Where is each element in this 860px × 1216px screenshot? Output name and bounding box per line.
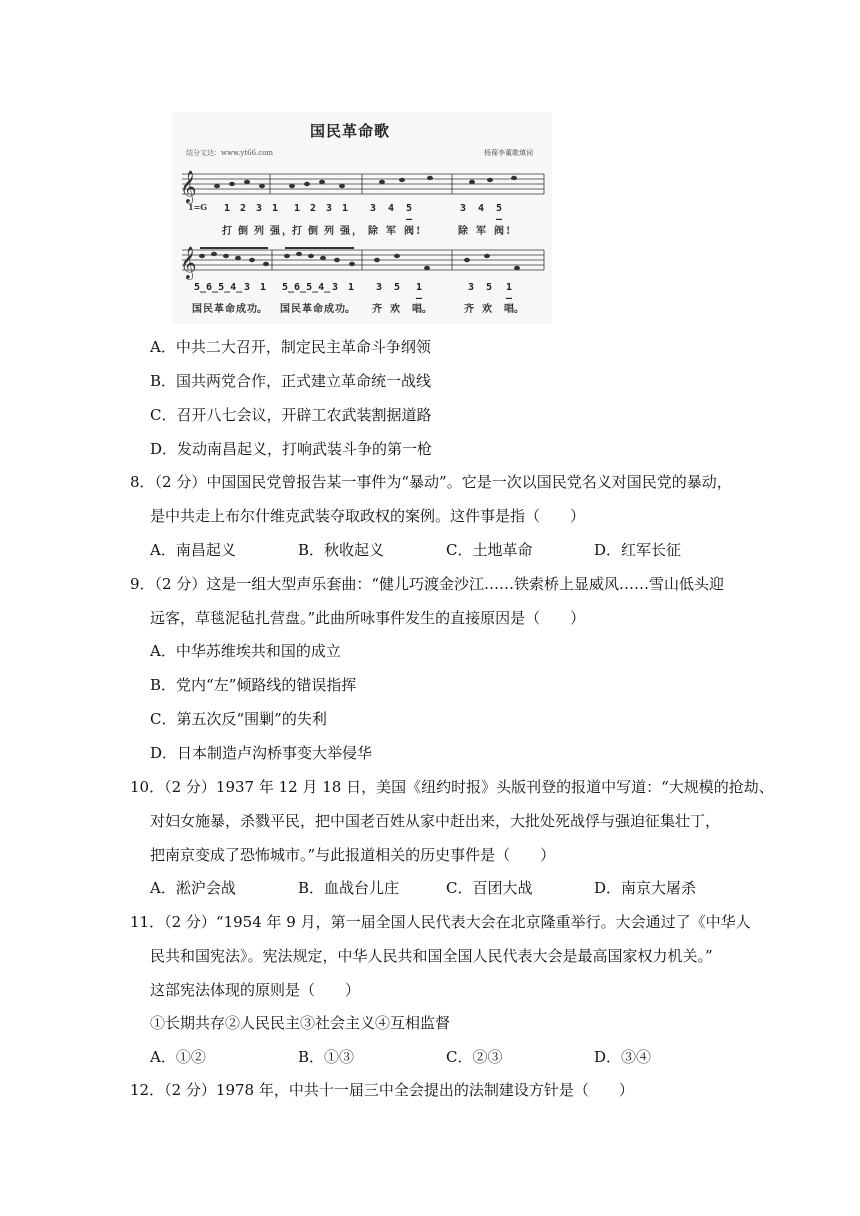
q9-option-d: D．日本制造卢沟桥事变大举侵华 bbox=[150, 744, 373, 762]
q8-option-b: B．秋收起义 bbox=[298, 541, 385, 559]
song-title: 国民革命歌 bbox=[310, 122, 391, 140]
q10-option-d: D．南京大屠杀 bbox=[594, 879, 697, 897]
q11-option-c: C．②③ bbox=[446, 1048, 503, 1066]
q10-option-a: A．淞沪会战 bbox=[150, 879, 236, 897]
q9-stem-line-1: 9．（2 分）这是一组大型声乐套曲：“健儿巧渡金沙江……铁索桥上显威风……雪山低头迎 bbox=[130, 575, 725, 593]
q9-option-a: A．中华苏维埃共和国的成立 bbox=[150, 642, 341, 660]
q11-stem-line-2: 民共和国宪法》。宪法规定，中华人民共和国全国人民代表大会是最高国家权力机关。” bbox=[150, 947, 713, 965]
song-credit: 杨葆李董歌填词 bbox=[484, 149, 533, 157]
svg-text:𝄞: 𝄞 bbox=[180, 246, 197, 279]
q11-option-a: A．①② bbox=[150, 1048, 206, 1066]
q10-stem-line-2: 对妇女施暴，杀戮平民，把中国老百姓从家中赶出来，大批处死战俘与强迫征集壮丁， bbox=[150, 812, 721, 830]
q7-option-d: D．发动南昌起义，打响武装斗争的第一枪 bbox=[150, 440, 433, 458]
q8-option-c: C．土地革命 bbox=[446, 541, 533, 559]
q11-option-b: B．①③ bbox=[298, 1048, 355, 1066]
svg-text:𝄞: 𝄞 bbox=[180, 170, 197, 203]
song-source-website: 结分文达：www.yt66.com bbox=[186, 149, 274, 157]
q11-stem-line-1: 11．（2 分）“1954 年 9 月，第一届全国人民代表大会在北京隆重举行。大会通过了《中华人 bbox=[130, 913, 751, 931]
song-key: 1=G bbox=[188, 202, 208, 212]
sheet-music-image: 𝄞 𝄞 国民革命歌 结分文达：www.yt66.com 杨葆李董歌填词 1=G 1 2 3 1 1 2 3 1 3 4 5— 3 4 5— 打 倒 列 强， 打 倒 列 强， 除 军 阀! 除 军 阀! 5̲6̲5̲4̲ 3 1 5̲6̲5̲4̲ 3 1 3 5 1— 3 5 1— 国 民 革 命 成 功。 国 民 革 命 成 功。 齐 欢 唱。 齐 欢 唱。 bbox=[172, 112, 552, 324]
q10-stem-line-3: 把南京变成了恐怖城市。”与此报道相关的历史事件是（ ） bbox=[150, 846, 556, 864]
q7-option-a: A．中共二大召开，制定民主革命斗争纲领 bbox=[150, 338, 431, 356]
q9-option-c: C．第五次反“围剿”的失利 bbox=[150, 710, 327, 728]
q8-option-d: D．红军长征 bbox=[594, 541, 682, 559]
q7-option-b: B．国共两党合作，正式建立革命统一战线 bbox=[150, 372, 432, 390]
q11-option-d: D．③④ bbox=[594, 1048, 652, 1066]
q10-stem-line-1: 10．（2 分）1937 年 12 月 18 日，美国《纽约时报》头版刊登的报道中写道：“大规模的抢劫、 bbox=[130, 778, 774, 796]
q8-stem-line-1: 8．（2 分）中国国民党曾报告某一事件为“暴动”。它是一次以国民党名义对国民党的暴动， bbox=[130, 473, 732, 491]
q10-option-c: C．百团大战 bbox=[446, 879, 533, 897]
q9-stem-line-2: 远客，草毯泥毡扎营盘。”此曲所咏事件发生的直接原因是（ ） bbox=[150, 609, 586, 627]
q9-option-b: B．党内“左”倾路线的错误指挥 bbox=[150, 676, 357, 694]
q11-stem-line-4: ①长期共存②人民民主③社会主义④互相监督 bbox=[150, 1014, 451, 1032]
q12-stem-line-1: 12．（2 分）1978 年，中共十一届三中全会提出的法制建设方针是（ ） bbox=[130, 1081, 634, 1099]
q8-option-a: A．南昌起义 bbox=[150, 541, 236, 559]
q8-stem-line-2: 是中共走上布尔什维克武装夺取政权的案例。这件事是指（ ） bbox=[150, 507, 586, 525]
q10-option-b: B．血战台儿庄 bbox=[298, 879, 400, 897]
q7-option-c: C．召开八七会议，开辟工农武装割据道路 bbox=[150, 406, 432, 424]
q11-stem-line-3: 这部宪法体现的原则是（ ） bbox=[150, 981, 361, 999]
